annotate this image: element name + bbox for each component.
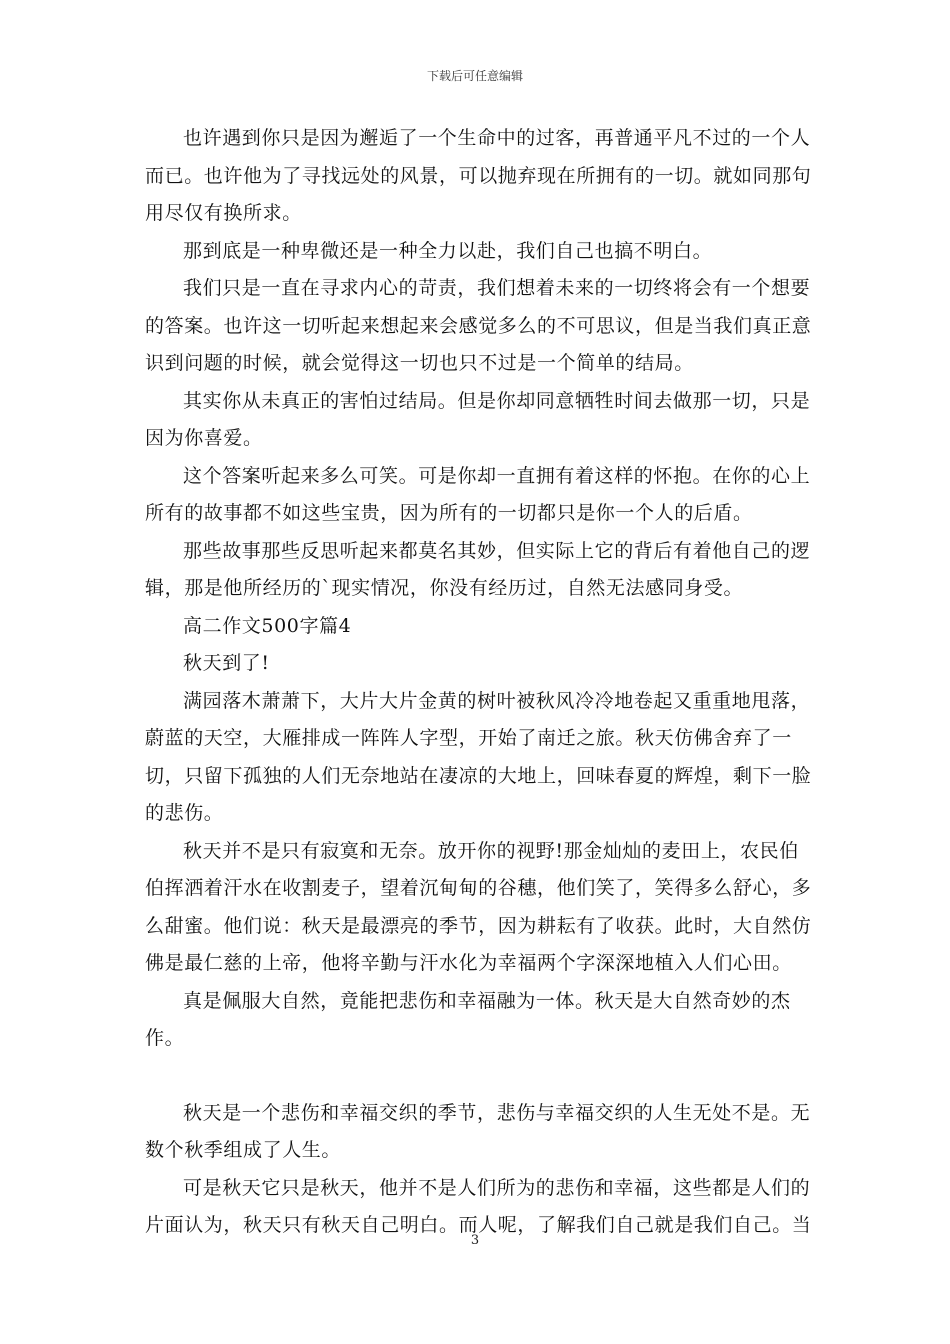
paragraph: 我们只是一直在寻求内心的苛责，我们想着未来的一切终将会有一个想要的答案。也许这一切听起来想起来会感觉多么的不可思议，但是当我们真正意识到问题的时候，就会觉得这一切也只不过是一个简单的结局。 <box>145 277 812 374</box>
paragraph: 也许遇到你只是因为邂逅了一个生命中的过客，再普通平凡不过的一个人而已。也许他为了寻找远处的风景，可以抛弃现在所拥有的一切。就如同那句用尽仅有换所求。 <box>145 127 812 224</box>
paragraph: 秋天是一个悲伤和幸福交织的季节，悲伤与幸福交织的人生无处不是。无数个秋季组成了人生。 <box>145 1101 811 1161</box>
paragraph: 其实你从未真正的害怕过结局。但是你却同意牺牲时间去做那一切，只是因为你喜爱。 <box>145 389 811 449</box>
paragraph: 那些故事那些反思听起来都莫名其妙，但实际上它的背后有着他自己的逻辑，那是他所经历的`现实情况，你没有经历过，自然无法感同身受。 <box>145 539 811 599</box>
paragraph: 满园落木萧萧下，大片大片金黄的树叶被秋风冷冷地卷起又重重地甩落，蔚蓝的天空，大雁排成一阵阵人字型，开始了南迁之旅。秋天仿佛舍弃了一切，只留下孤独的人们无奈地站在凄凉的大地上，回味春夏的辉煌，剩下一脸的悲伤。 <box>145 689 812 824</box>
page-header: 下载后可任意编辑 <box>426 69 523 83</box>
paragraph: 这个答案听起来多么可笑。可是你却一直拥有着这样的怀抱。在你的心上所有的故事都不如这些宝贵，因为所有的一切都只是你一个人的后盾。 <box>145 464 811 524</box>
paragraph-gap <box>145 1058 815 1095</box>
paragraph: 秋天并不是只有寂寞和无奈。放开你的视野!那金灿灿的麦田上，农民伯伯挥洒着汗水在收割麦子，望着沉甸甸的谷穗，他们笑了，笑得多么舒心，多么甜蜜。他们说：秋天是最漂亮的季节，因为耕耘有了收获。此时，大自然仿佛是最仁慈的上帝，他将辛勤与汗水化为幸福两个字深深地植入人们心田。 <box>145 839 812 974</box>
paragraph: 真是佩服大自然，竟能把悲伤和幸福融为一体。秋天是大自然奇妙的杰作。 <box>145 989 791 1049</box>
paragraph: 秋天到了! <box>183 652 270 674</box>
section-heading: 高二作文500字篇4 <box>183 614 352 637</box>
paragraph: 那到底是一种卑微还是一种全力以赴，我们自己也搞不明白。 <box>183 239 713 262</box>
page-number: 3 <box>470 1233 480 1248</box>
document-body <box>145 120 815 1245</box>
paragraph: 可是秋天它只是秋天，他并不是人们所为的悲伤和幸福，这些都是人们的片面认为，秋天只有秋天自己明白。而人呢，了解我们自己就是我们自己。当 <box>145 1176 812 1236</box>
